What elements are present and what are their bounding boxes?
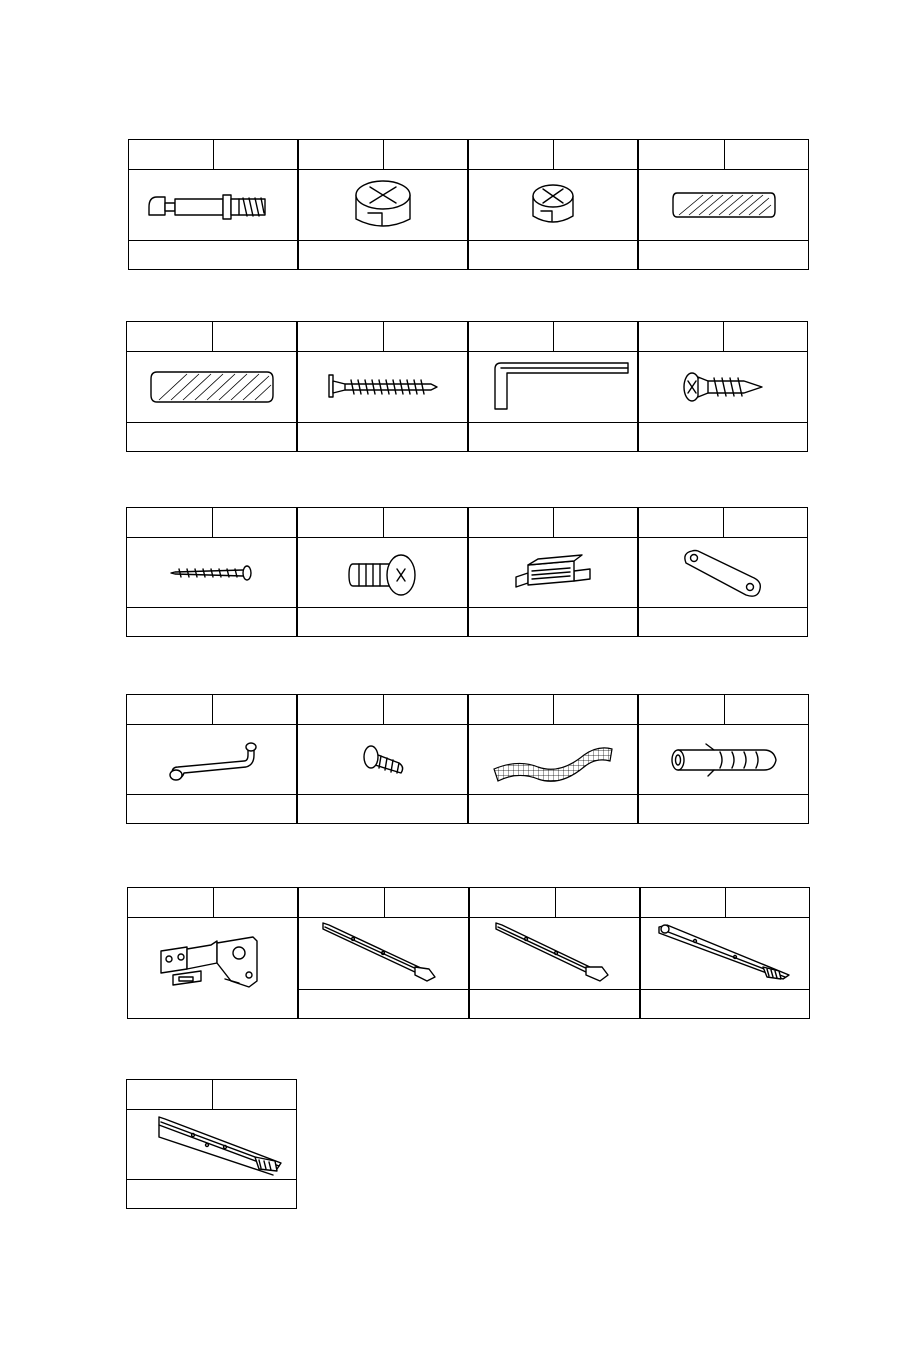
- part-size: [469, 422, 637, 451]
- part-header: [470, 888, 639, 918]
- part-size: [639, 607, 807, 636]
- part-size: [127, 794, 296, 823]
- part-image: [127, 537, 296, 609]
- part-header: [128, 888, 297, 918]
- part-header: [639, 140, 808, 170]
- part-cell-2: [298, 139, 468, 270]
- part-size: [641, 989, 809, 1018]
- part-image: [641, 917, 809, 989]
- countersunk-wood-screw-icon: [678, 367, 768, 407]
- part-image: [469, 169, 637, 241]
- part-cell-8: [638, 321, 808, 452]
- part-image: [127, 724, 296, 796]
- part-cell-20: [640, 887, 810, 1019]
- part-cell-4: [638, 139, 809, 270]
- part-cell-3: [468, 139, 638, 270]
- part-image: [298, 537, 467, 609]
- part-size: [298, 422, 467, 451]
- part-header: [469, 695, 637, 725]
- magnetic-catch-icon: [508, 551, 598, 595]
- part-size: [298, 607, 467, 636]
- part-size: [639, 794, 808, 823]
- part-cell-6: [297, 321, 468, 452]
- part-cell-12: [638, 507, 808, 637]
- part-image: [639, 537, 807, 609]
- part-image: [639, 351, 807, 423]
- part-cell-15: [468, 694, 638, 824]
- pan-head-bolt-icon: [343, 548, 423, 598]
- mesh-strip-icon: [488, 735, 618, 785]
- part-image: [469, 351, 637, 423]
- cam-bolt-icon: [143, 185, 283, 225]
- part-size: [299, 989, 468, 1018]
- handle-icon: [162, 735, 262, 785]
- part-size: [298, 794, 467, 823]
- part-size: [469, 607, 637, 636]
- wall-plug-icon: [664, 738, 784, 782]
- part-cell-5: [126, 321, 297, 452]
- drawer-slide-long-icon: [655, 921, 795, 985]
- part-image: [298, 724, 467, 796]
- part-cell-13: [126, 694, 297, 824]
- part-header: [299, 140, 467, 170]
- part-image: [129, 169, 297, 241]
- part-cell-19: [469, 887, 640, 1019]
- part-size: [127, 607, 296, 636]
- part-cell-14: [297, 694, 468, 824]
- part-size: [127, 1179, 296, 1208]
- part-header: [469, 508, 637, 538]
- part-header: [127, 508, 296, 538]
- part-size: [127, 422, 296, 451]
- part-header: [469, 322, 637, 352]
- part-header: [639, 322, 807, 352]
- cam-lock-large-icon: [348, 173, 418, 237]
- part-header: [127, 1080, 296, 1110]
- part-header: [641, 888, 809, 918]
- part-image: [298, 351, 467, 423]
- part-cell-16: [638, 694, 809, 824]
- part-header: [127, 695, 296, 725]
- part-image: [639, 169, 808, 241]
- connecting-plate-icon: [678, 545, 768, 601]
- part-size: [299, 240, 467, 269]
- wood-dowel-small-icon: [669, 187, 779, 223]
- part-header: [469, 140, 637, 170]
- part-size: [469, 240, 637, 269]
- drawer-slide-ball-icon: [137, 1113, 287, 1177]
- drawer-runner-right-icon: [490, 919, 620, 987]
- part-image: [470, 917, 639, 989]
- part-cell-7: [468, 321, 638, 452]
- part-cell-17: [127, 887, 298, 1019]
- part-cell-9: [126, 507, 297, 637]
- part-image: [639, 724, 808, 796]
- part-image: [127, 351, 296, 423]
- part-image: [127, 1109, 296, 1181]
- part-header: [639, 508, 807, 538]
- part-size: [469, 794, 637, 823]
- part-cell-21: [126, 1079, 297, 1209]
- part-header: [299, 888, 468, 918]
- part-cell-10: [297, 507, 468, 637]
- part-image: [469, 537, 637, 609]
- part-size: [470, 989, 639, 1018]
- drawer-runner-left-icon: [319, 919, 449, 987]
- hinge-icon: [153, 935, 273, 999]
- part-header: [298, 508, 467, 538]
- long-wood-screw-icon: [167, 561, 257, 585]
- wood-dowel-large-icon: [147, 367, 277, 407]
- part-size: [639, 422, 807, 451]
- part-header: [127, 322, 296, 352]
- part-header: [298, 695, 467, 725]
- part-cell-11: [468, 507, 638, 637]
- part-cell-1: [128, 139, 298, 270]
- cam-lock-small-icon: [525, 178, 581, 232]
- confirmat-screw-icon: [323, 369, 443, 405]
- part-header: [639, 695, 808, 725]
- part-image: [128, 917, 297, 1017]
- allen-key-icon: [473, 357, 633, 417]
- part-header: [129, 140, 297, 170]
- part-image: [469, 724, 637, 796]
- part-size: [639, 240, 808, 269]
- part-size: [129, 240, 297, 269]
- handle-screw-icon: [353, 735, 413, 785]
- part-header: [298, 322, 467, 352]
- part-image: [299, 169, 467, 241]
- part-image: [299, 917, 468, 989]
- part-cell-18: [298, 887, 469, 1019]
